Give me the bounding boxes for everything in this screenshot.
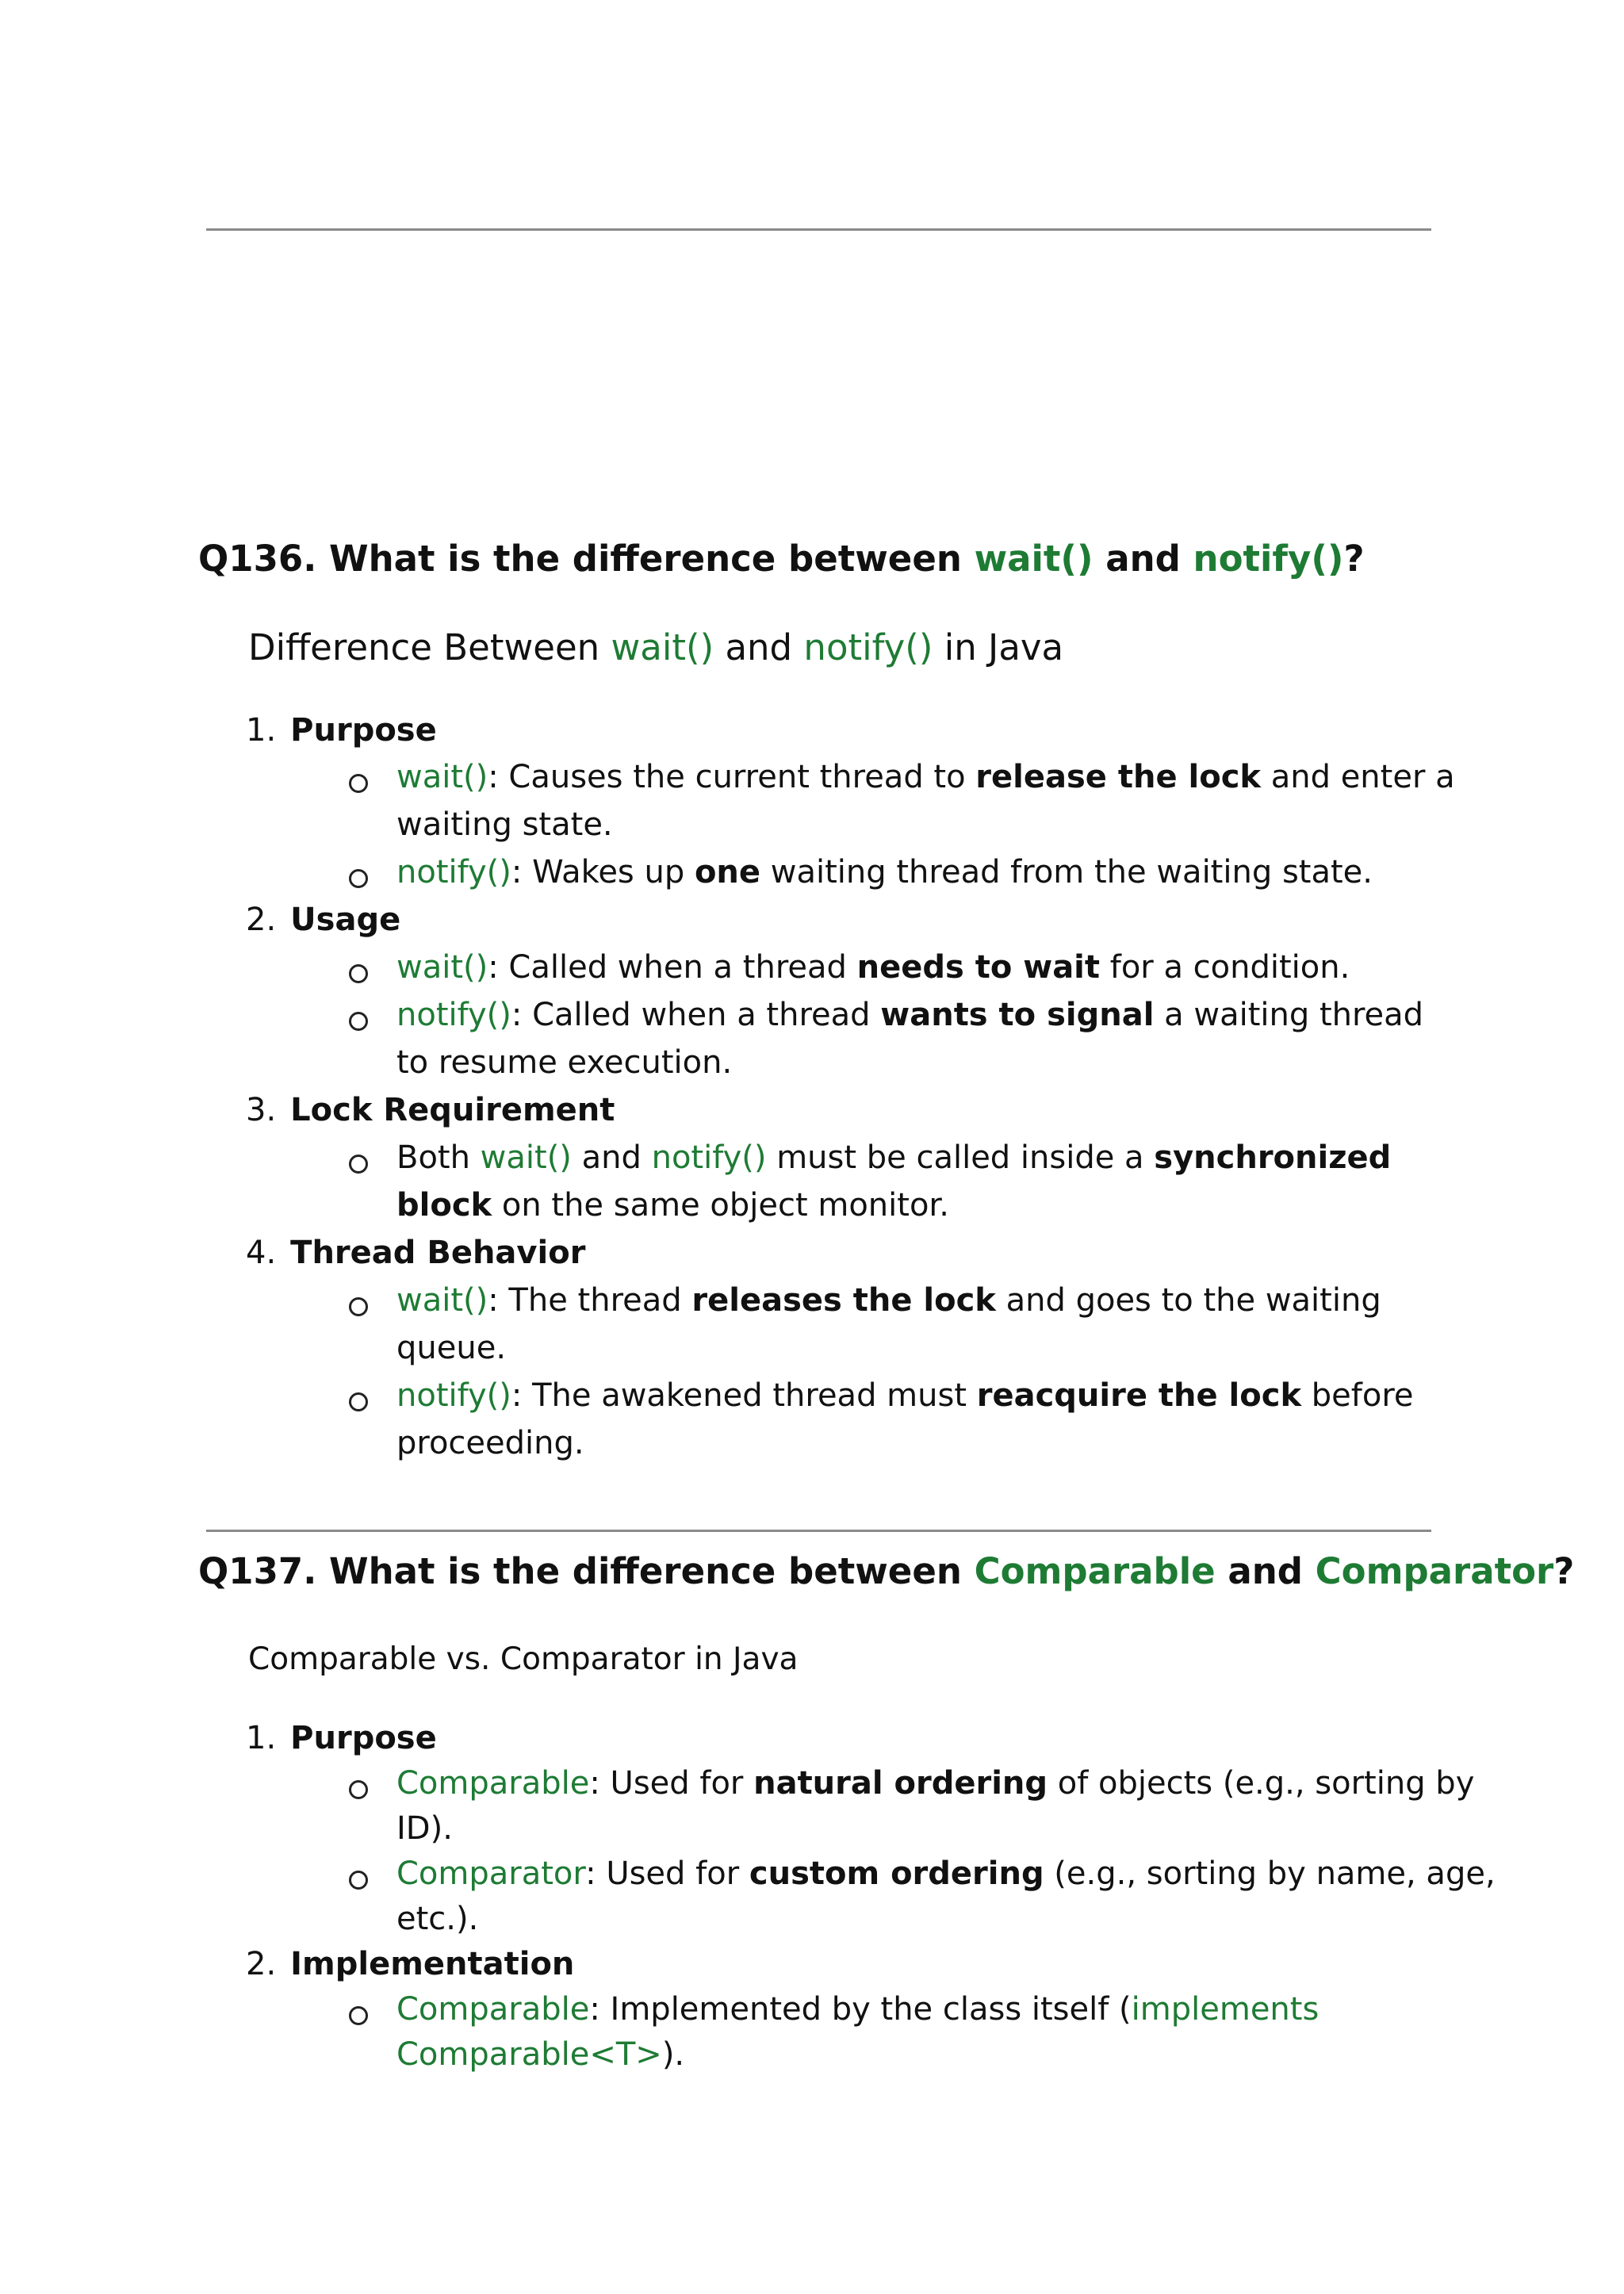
bullet-icon (349, 2006, 368, 2025)
code-term: wait() (480, 1139, 572, 1176)
text: : Called when a thread (488, 949, 857, 986)
bold-text: release the lock (975, 759, 1262, 795)
q137-item-2 (246, 1946, 574, 1982)
item-number: 3. (246, 1092, 277, 1128)
heading-code-notify: notify() (1193, 538, 1344, 580)
item-number: 1. (246, 1720, 277, 1756)
text: (e.g., sorting by name, age, (1044, 1855, 1496, 1892)
text: : The thread (488, 1282, 692, 1319)
text: : Used for (585, 1855, 749, 1892)
item-title: Purpose (290, 712, 437, 749)
bold-text: releases the lock (691, 1282, 996, 1319)
text: waiting thread from the waiting state. (760, 854, 1373, 890)
q136-s2-b2 (396, 997, 1423, 1033)
q137-item-1 (246, 1720, 437, 1756)
bullet-icon (349, 1155, 368, 1174)
q136-subtitle (248, 626, 1063, 668)
text: for a condition. (1100, 949, 1350, 986)
q136-item-3 (246, 1092, 615, 1128)
q136-s2-b1 (396, 949, 1350, 986)
item-title: Implementation (290, 1946, 575, 1982)
text: proceeding. (396, 1425, 584, 1461)
item-number: 2. (246, 1946, 277, 1982)
bold-text: natural ordering (753, 1765, 1048, 1802)
heading-text: and (1215, 1550, 1316, 1592)
subtitle-text: Comparable vs. Comparator in Java (248, 1641, 799, 1677)
bullet-icon (349, 964, 368, 983)
bullet-icon (349, 1871, 368, 1890)
item-title: Lock Requirement (290, 1092, 615, 1128)
subtitle-code: wait() (611, 626, 714, 668)
q137-s2-b1 (396, 1991, 1319, 2028)
text: : Causes the current thread to (488, 759, 976, 795)
code-term: Comparable (396, 1991, 590, 2028)
bullet-icon (349, 869, 368, 888)
text: : The awakened thread must (511, 1377, 977, 1414)
text: on the same object monitor. (492, 1187, 949, 1224)
text: Both (396, 1139, 481, 1176)
subtitle-text: and (714, 626, 804, 668)
subtitle-text: Difference Between (248, 626, 611, 668)
text: and enter a (1261, 759, 1455, 795)
code-term: implements (1131, 1991, 1320, 2028)
q136-s4-b1 (396, 1282, 1381, 1319)
text: etc.). (396, 1901, 479, 1937)
code-term: notify() (396, 1377, 511, 1414)
text: to resume execution. (396, 1044, 733, 1081)
q137-heading (198, 1550, 1574, 1592)
text: and goes to the waiting (995, 1282, 1381, 1319)
bullet-icon (349, 1392, 368, 1411)
q136-s4-b2 (396, 1377, 1414, 1414)
q137-s1-b2-cont (396, 1901, 478, 1937)
text: must be called inside a (766, 1139, 1155, 1176)
bullet-icon (349, 774, 368, 793)
text: : Called when a thread (511, 997, 881, 1033)
bullet-icon (349, 1297, 368, 1316)
item-title: Usage (290, 902, 401, 938)
code-term: notify() (651, 1139, 767, 1176)
code-term: wait() (396, 949, 488, 986)
q136-s3-b1 (396, 1139, 1391, 1176)
code-term: wait() (396, 759, 488, 795)
q137-s2-b1-cont (396, 2036, 684, 2073)
bullet-icon (349, 1780, 368, 1799)
heading-code-comparable: Comparable (974, 1550, 1216, 1592)
q136-s4-b1-cont (396, 1330, 506, 1366)
heading-text: Q136. What is the difference between (198, 538, 975, 580)
item-number: 4. (246, 1235, 277, 1271)
subtitle-code: notify() (803, 626, 933, 668)
q136-s4-b2-cont (396, 1425, 584, 1461)
heading-code-comparator: Comparator (1315, 1550, 1554, 1592)
text: ID). (396, 1810, 453, 1847)
divider-top (206, 228, 1431, 231)
heading-text: ? (1343, 538, 1365, 580)
q136-s2-b2-cont (396, 1044, 732, 1081)
text: : Wakes up (511, 854, 695, 890)
code-term: Comparable<T> (396, 2036, 662, 2073)
bold-text: wants to signal (880, 997, 1155, 1033)
q136-item-1 (246, 712, 437, 749)
item-number: 2. (246, 902, 277, 938)
code-term: Comparable (396, 1765, 590, 1802)
bold-text: reacquire the lock (976, 1377, 1302, 1414)
q137-subtitle (248, 1641, 798, 1677)
text: : Used for (589, 1765, 754, 1802)
q137-s1-b1-cont (396, 1810, 453, 1847)
code-term: Comparator (396, 1855, 586, 1892)
q136-s1-b1 (396, 759, 1455, 795)
bold-text: custom ordering (749, 1855, 1044, 1892)
subtitle-text: in Java (933, 626, 1064, 668)
q137-s1-b1 (396, 1765, 1474, 1802)
bold-text: synchronized (1154, 1139, 1392, 1176)
q136-s1-b1-cont (396, 806, 613, 843)
q137-s1-b2 (396, 1855, 1496, 1892)
item-title: Purpose (290, 1720, 437, 1756)
code-term: wait() (396, 1282, 488, 1319)
text: ). (661, 2036, 685, 2073)
text: of objects (e.g., sorting by (1048, 1765, 1475, 1802)
item-title: Thread Behavior (290, 1235, 586, 1271)
text: before (1301, 1377, 1414, 1414)
q136-s3-b1-cont (396, 1187, 949, 1224)
text: : Implemented by the class itself ( (589, 1991, 1132, 2028)
code-term: notify() (396, 854, 511, 890)
text: queue. (396, 1330, 507, 1366)
heading-text: ? (1553, 1550, 1575, 1592)
q136-item-2 (246, 902, 400, 938)
divider-middle (206, 1530, 1431, 1532)
text: and (571, 1139, 652, 1176)
bullet-icon (349, 1012, 368, 1031)
text: a waiting thread (1154, 997, 1424, 1033)
bold-text: block (396, 1187, 492, 1224)
q136-s1-b2 (396, 854, 1373, 890)
code-term: notify() (396, 997, 511, 1033)
bold-text: one (694, 854, 761, 890)
bold-text: needs to wait (856, 949, 1101, 986)
heading-code-wait: wait() (974, 538, 1094, 580)
item-number: 1. (246, 712, 277, 749)
text: waiting state. (396, 806, 613, 843)
q136-heading (198, 538, 1365, 580)
heading-text: Q137. What is the difference between (198, 1550, 975, 1592)
heading-text: and (1093, 538, 1193, 580)
q136-item-4 (246, 1235, 585, 1271)
